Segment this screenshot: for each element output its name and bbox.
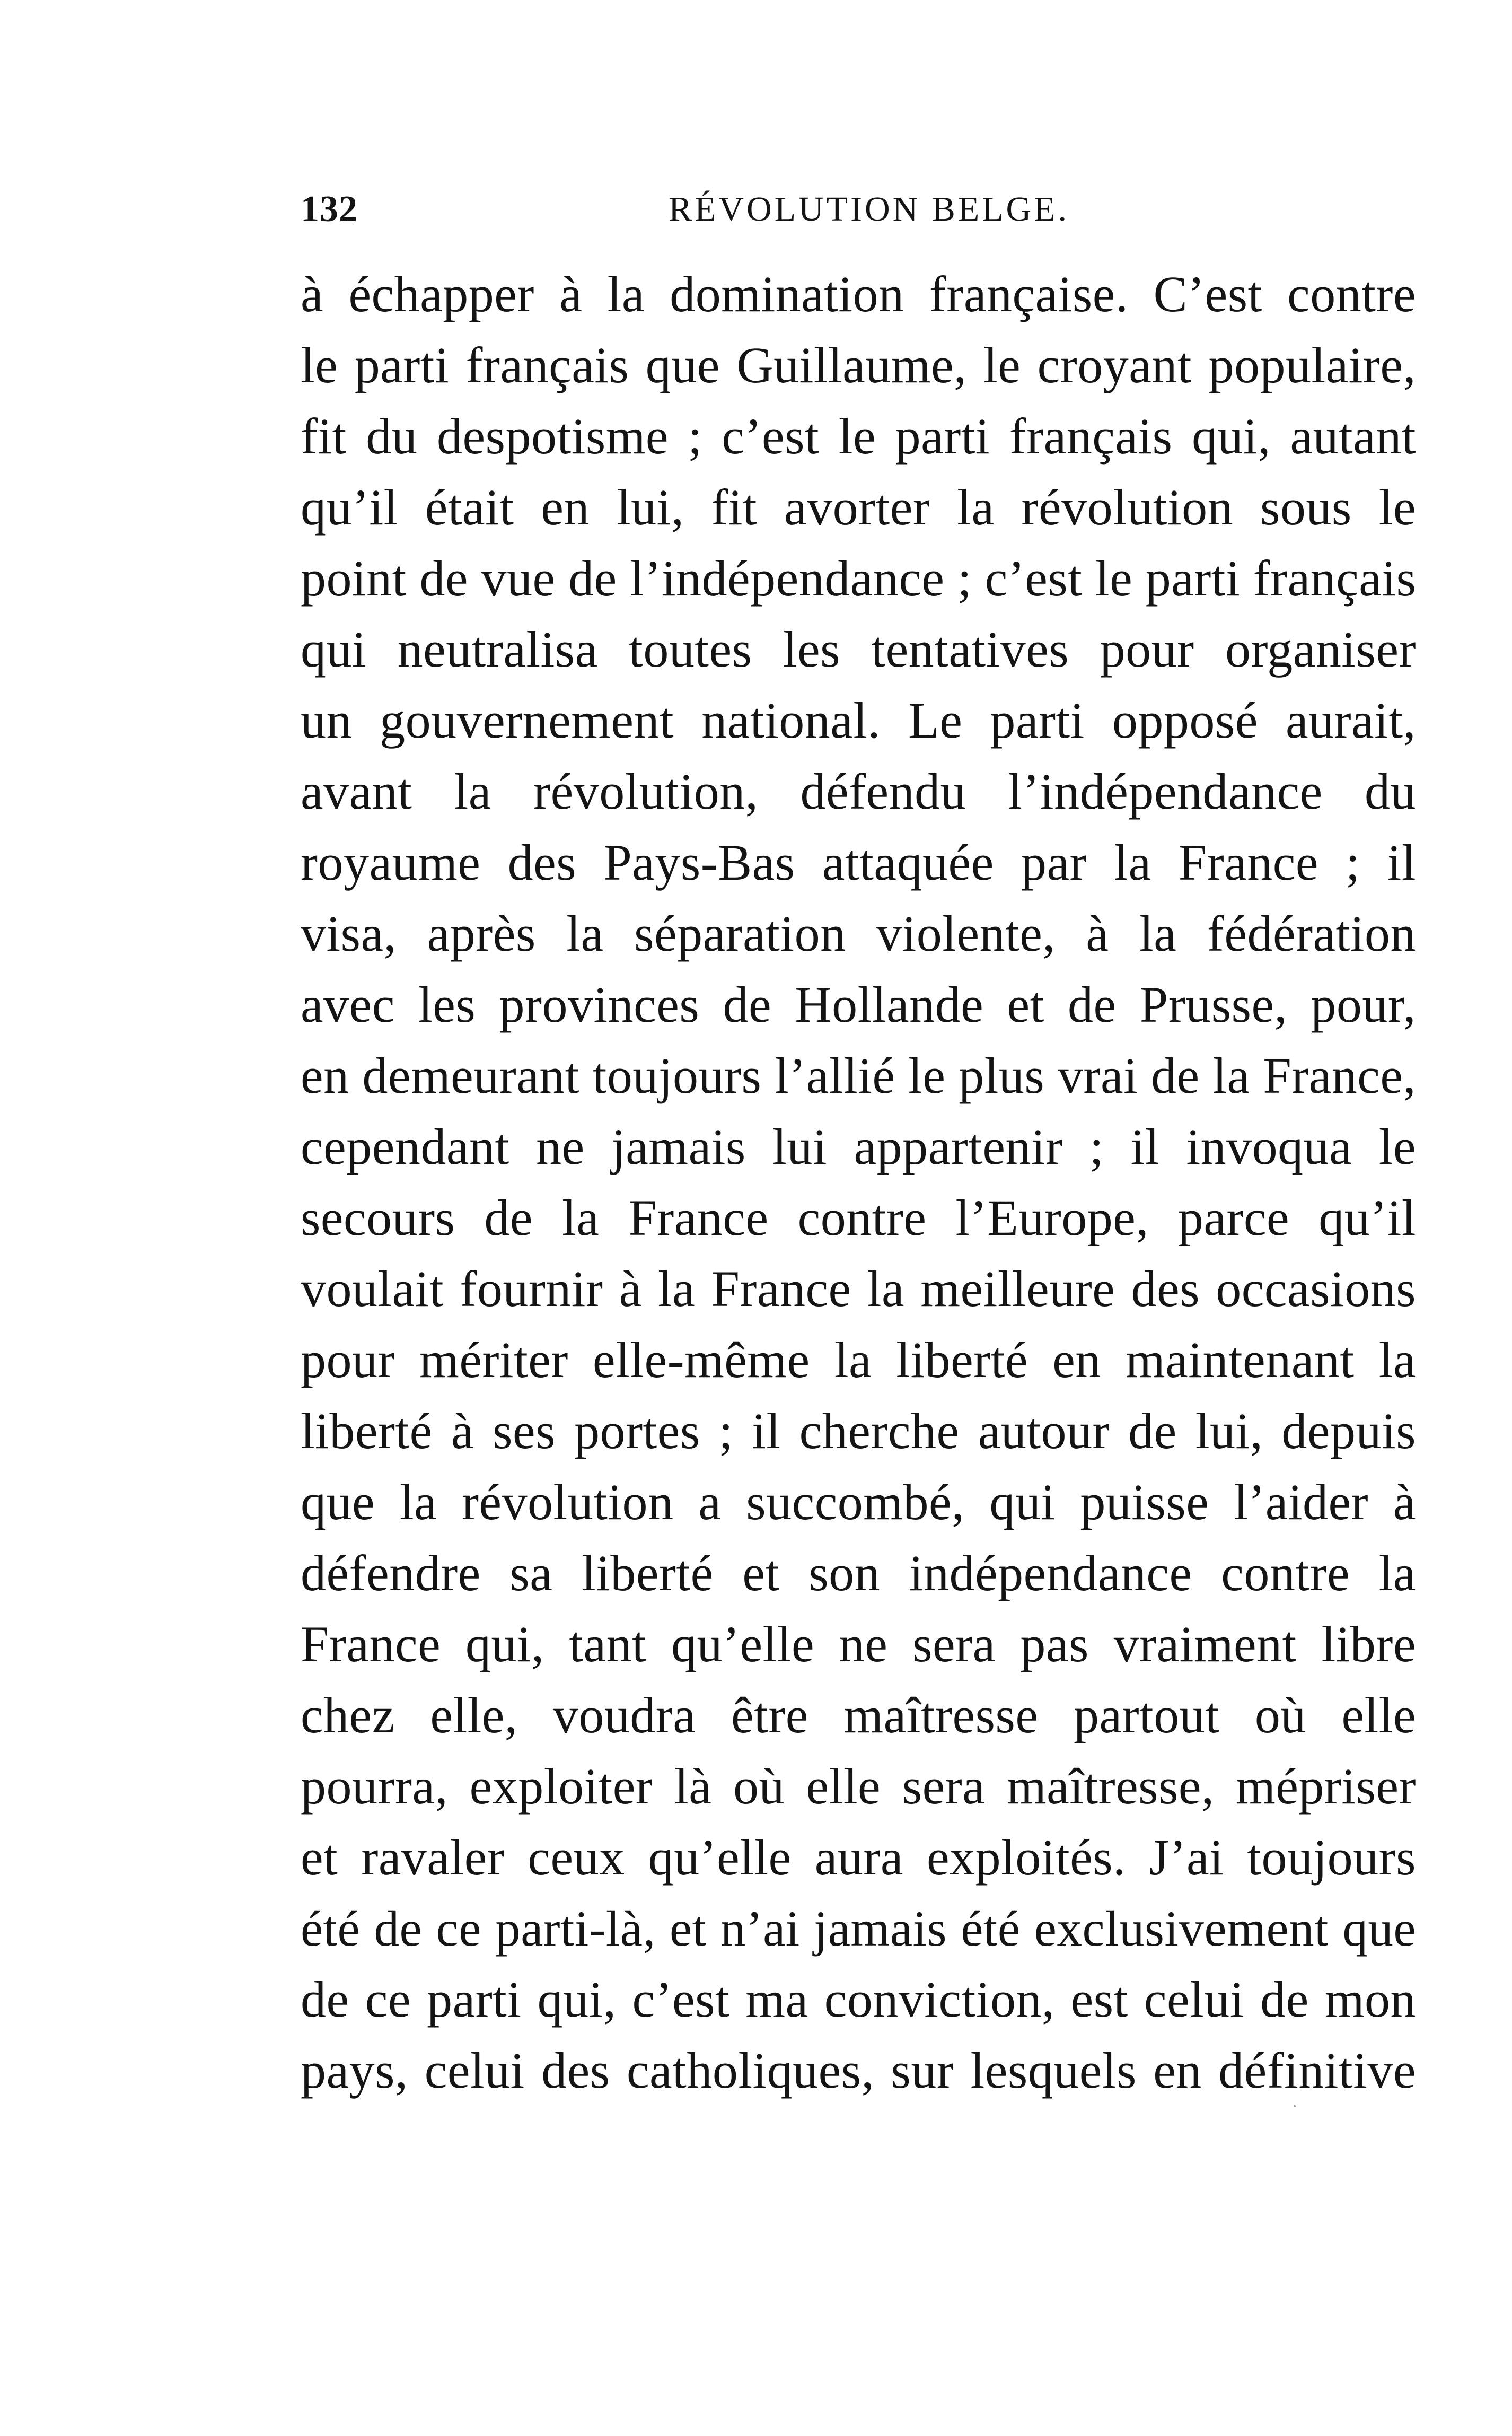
running-title: RÉVOLUTION BELGE.	[669, 190, 1069, 229]
text-line: un gouvernement national. Le parti opposé aurait,	[301, 692, 1416, 749]
text-line: voulait fournir à la France la meilleure des occasions	[301, 1260, 1416, 1317]
text-line: liberté à ses portes ; il cherche autour de lui, depuis	[301, 1403, 1416, 1459]
paper-speck	[1294, 2105, 1296, 2107]
text-line: le parti français que Guillaume, le croyant populaire,	[301, 337, 1416, 393]
page-number: 132	[301, 189, 358, 230]
text-line: point de vue de l’indépendance ; c’est le parti français	[301, 550, 1417, 607]
text-line: secours de la France contre l’Europe, parce qu’il	[301, 1189, 1416, 1246]
text-line: chez elle, voudra être maîtresse partout où elle	[301, 1687, 1416, 1743]
text-line: cependant ne jamais lui appartenir ; il invoqua le	[301, 1118, 1416, 1175]
text-line: pour mériter elle-même la liberté en maintenant la	[301, 1331, 1416, 1388]
running-head	[301, 180, 1416, 239]
text-line: et ravaler ceux qu’elle aura exploités. J’ai toujours	[301, 1829, 1416, 1886]
text-line: France qui, tant qu’elle ne sera pas vraiment libre	[301, 1616, 1416, 1672]
text-line: pourra, exploiter là où elle sera maîtresse, mépriser	[301, 1758, 1416, 1815]
text-line: de ce parti qui, c’est ma conviction, est celui de mon	[301, 1971, 1416, 2028]
body-text	[301, 259, 1416, 2106]
text-line: avec les provinces de Hollande et de Prusse, pour,	[301, 976, 1416, 1033]
text-line: en demeurant toujours l’allié le plus vrai de la France,	[301, 1047, 1416, 1104]
text-line: pays, celui des catholiques, sur lesquels en définitive	[301, 2042, 1416, 2099]
text-line: visa, après la séparation violente, à la fédération	[301, 905, 1416, 962]
text-line: qui neutralisa toutes les tentatives pour organiser	[301, 621, 1416, 678]
text-line: qu’il était en lui, fit avorter la révolution sous le	[301, 479, 1416, 536]
text-line: à échapper à la domination française. C’est contre	[301, 266, 1416, 322]
text-line: que la révolution a succombé, qui puisse l’aider à	[301, 1474, 1416, 1530]
text-line: été de ce parti-là, et n’ai jamais été exclusivement que	[301, 1900, 1416, 1957]
text-line: défendre sa liberté et son indépendance contre la	[301, 1545, 1416, 1601]
text-line: avant la révolution, défendu l’indépendance du	[301, 763, 1416, 820]
text-line: fit du despotisme ; c’est le parti français qui, autant	[301, 408, 1416, 465]
text-line: royaume des Pays-Bas attaquée par la France ; il	[301, 834, 1416, 891]
